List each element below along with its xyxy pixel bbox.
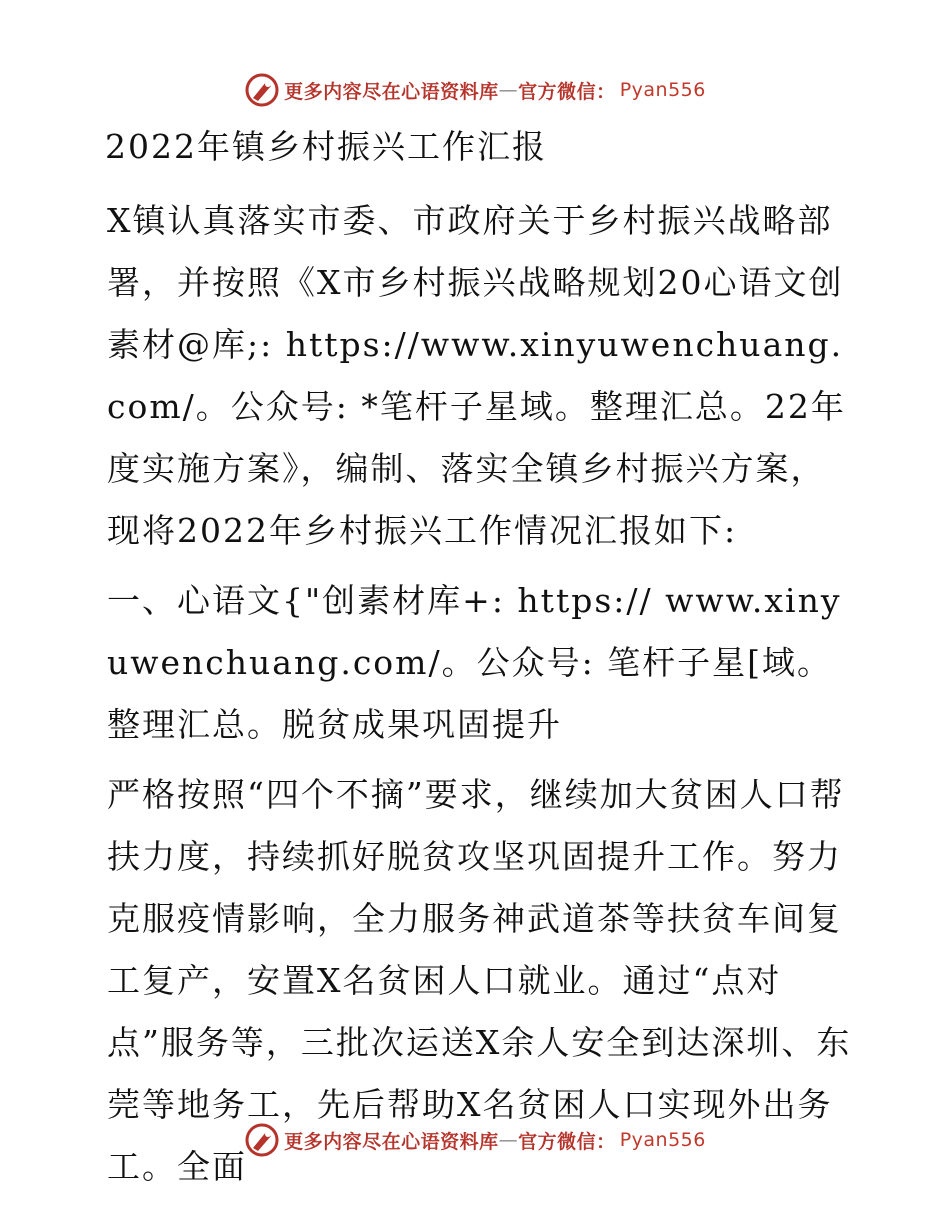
banner-dash: — (498, 1129, 519, 1151)
banner-official-label: 官方微信： (518, 1130, 616, 1153)
banner-dash: — (498, 79, 519, 101)
banner-wechat-id: Pyan556 (619, 1129, 706, 1151)
brand-logo-icon (244, 72, 280, 108)
banner-official-label: 官方微信： (518, 80, 616, 103)
document-title: 2022年镇乡村振兴工作汇报 (105, 127, 547, 166)
paragraph-intro: X镇认真落实市委、市政府关于乡村振兴战略部署，并按照《X市乡村振兴战略规划20心语文创素材@库;: https://www.xinyuwenchuang.com/。公众号: *笔杆子星域。整理汇总。22年度实施方案》，编制、落实全镇乡村振兴方案，现将2022年乡村振兴工作情况汇报如下: (107, 201, 846, 550)
banner-main-text: 更多内容尽在心语资料库 (284, 1130, 499, 1153)
section-heading-1: 一、心语文{"创素材库+: https:// www.xinyuwenchuang.com/。公众号: 笔杆子星[域。整理汇总。脱贫成果巩固提升 (107, 581, 842, 744)
header-banner (0, 70, 950, 110)
document-body (97, 116, 857, 1198)
paragraph-poverty: 严格按照“四个不摘”要求，继续加大贫困人口帮扶力度，持续抓好脱贫攻坚巩固提升工作。努力克服疫情影响，全力服务神武道茶等扶贫车间复工复产，安置X名贫困人口就业。通过“点对点”服务等，三批次运送X余人安全到达深圳、东莞等地务工，先后帮助X名贫困人口实现外出务工。全面 (107, 775, 852, 1186)
banner-main-text: 更多内容尽在心语资料库 (284, 80, 499, 103)
brand-logo-icon (244, 1122, 280, 1158)
banner-wechat-id: Pyan556 (619, 79, 706, 101)
footer-banner (0, 1120, 950, 1160)
